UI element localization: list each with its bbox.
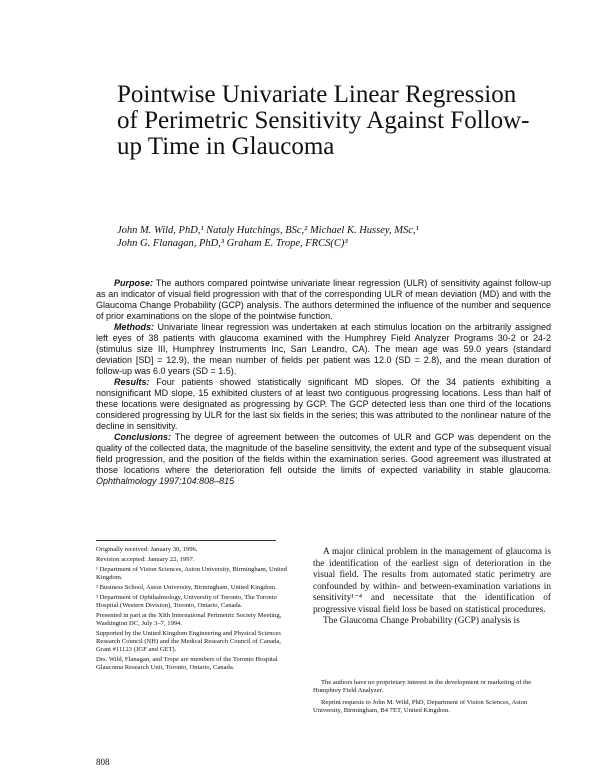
purpose-label: Purpose: — [114, 278, 154, 288]
methods-text: Univariate linear regression was undertaken at each stimulus location on the arbitrarily assigned left eyes of 38 patients with glaucoma examined with the Humphrey Field Analyzer Programs 30-2 or 24-2 (stimulus size III, Humphrey Instruments Inc, San Leandro, CA). The mean age was 59.0 years (standard deviation [SD] = 12.9), the mean number of fields per patient was 12.0 (SD = 2.8), and the mean duration of follow-up was 6.0 years (SD = 1.5). — [96, 322, 551, 376]
footnote: Originally received: January 30, 1996. — [96, 546, 198, 553]
footnote: Presented in part at the XIth International Perimetric Society Meeting, Washington DC, July 3–7, 1994. — [96, 612, 282, 627]
journal-citation: Ophthalmology 1997;104:808–815 — [96, 476, 235, 486]
body-paragraph: The Glaucoma Change Probability (GCP) analysis is — [323, 616, 520, 626]
abstract-methods — [96, 322, 551, 377]
footnotes — [96, 546, 296, 674]
abstract-purpose — [96, 278, 551, 322]
body-text — [313, 547, 551, 628]
page-number: 808 — [96, 757, 110, 767]
author-list — [117, 224, 537, 250]
abstract-conclusions — [96, 432, 551, 487]
abstract-results — [96, 377, 551, 432]
footnote: Revision accepted: January 22, 1997. — [96, 556, 195, 563]
disclosure-note: The authors have no proprietary interest in the development or marketing of the Humphrey Field Analyzer. — [313, 679, 532, 694]
footnote: Drs. Wild, Flanagan, and Trope are members of the Toronto Hospital Glaucoma Research Unit, Toronto, Ontario, Canada. — [96, 656, 278, 671]
reprint-note: Reprint requests to John M. Wild, PhD, Department of Vision Sciences, Aston University, Birmingham, B4 7ET, United Kingdom. — [313, 699, 528, 714]
conclusions-label: Conclusions: — [114, 432, 172, 442]
footnote: ¹ Department of Vision Sciences, Aston University, Birmingham, United Kingdom. — [96, 566, 287, 581]
article-title: Pointwise Univariate Linear Regression of Perimetric Sensitivity Against Follow-up Time in Glaucoma — [117, 81, 530, 160]
footnote: ² Business School, Aston University, Birmingham, United Kingdom. — [96, 584, 277, 591]
footnote: Supported by the United Kingdom Engineering and Physical Sciences Research Council (NH) and the Medical Research Council of Canada, Grant #11123 (JGF and GET). — [96, 630, 281, 653]
methods-label: Methods: — [114, 322, 154, 332]
footnote-divider — [96, 540, 276, 541]
results-text: Four patients showed statistically significant MD slopes. Of the 34 patients exhibiting a nonsignificant MD slope, 15 exhibited clusters of at least two contiguous progressing locations. Less than half of these locations were designated as progressing by GCP. The GCP detected less than one third of the locations considered progressing by ULR for the last six fields in the series; this was attributed to the nonlinear nature of the decline in sensitivity. — [96, 377, 551, 431]
author-line: John M. Wild, PhD,¹ Nataly Hutchings, BSc,² Michael K. Hussey, MSc,¹ — [117, 225, 419, 236]
author-line: John G. Flanagan, PhD,³ Graham E. Trope, FRCS(C)³ — [117, 238, 348, 249]
footnote: ³ Department of Ophthalmology, University of Toronto, The Toronto Hospital (Western Division), Toronto, Ontario, Canada. — [96, 594, 277, 609]
body-paragraph: A major clinical problem in the management of glaucoma is the identification of the earliest sign of deterioration in the visual field. The results from automated static perimetry are confounded by within- and between-examination variations in sensitivity¹⁻⁴ and necessitate that the identification of progressive visual field loss be based on statistical procedures. — [313, 547, 551, 615]
author-notes — [313, 679, 551, 719]
conclusions-text: The degree of agreement between the outcomes of ULR and GCP was dependent on the quality of the collected data, the magnitude of the baseline sensitivity, the extent and type of the subsequent visual field progression, and the position of the fields within the examination series. Good agreement was illustrated at those locations where the deterioration fell outside the limits of expected variability in stable glaucoma. — [96, 432, 551, 475]
results-label: Results: — [114, 377, 150, 387]
purpose-text: The authors compared pointwise univariate linear regression (ULR) of sensitivity against follow-up as an indicator of visual field progression with that of the corresponding ULR of mean deviation (MD) and with the Glaucoma Change Probability (GCP) analysis. The authors determined the influence of the number and sequence of prior examinations on the slope of the pointwise function. — [96, 278, 551, 321]
abstract — [96, 278, 551, 487]
